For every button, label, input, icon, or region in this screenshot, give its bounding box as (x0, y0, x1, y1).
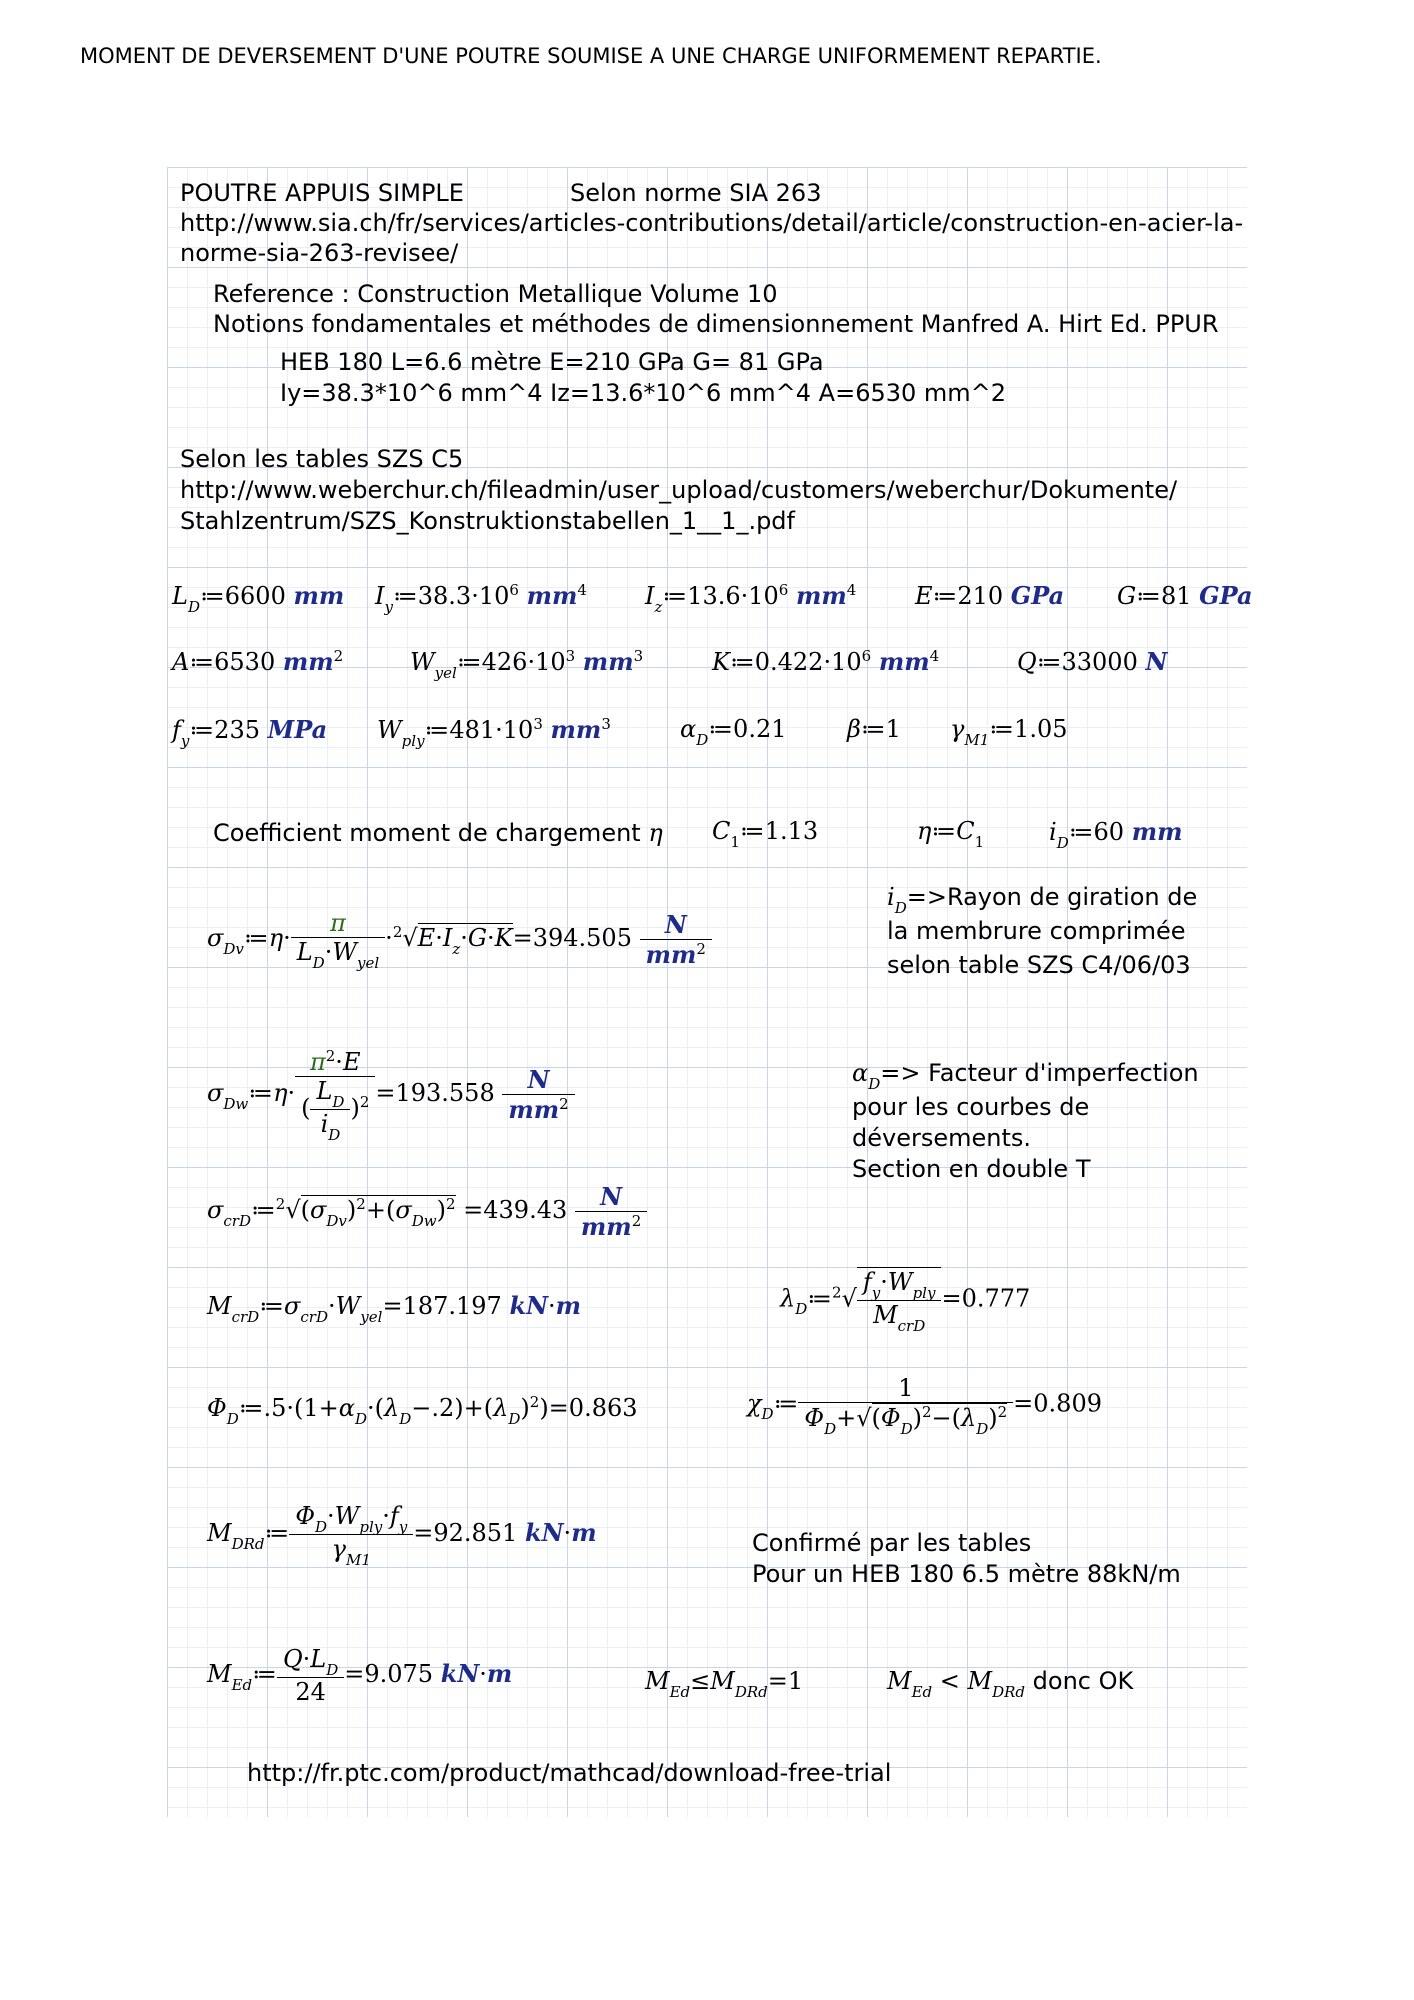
def-G: G≔81 GPa (1117, 581, 1253, 610)
reference-line2: Notions fondamentales et méthodes de dimensionnement Manfred A. Hirt Ed. PPUR (213, 310, 1219, 338)
sia-link-line2[interactable]: norme-sia-263-revisee/ (180, 239, 459, 267)
eq-PhiD: $\Phi_D≔.5\cdot(1+\alpha_D\cdot(\lambda_D-.2)+(\lambda_D)^2)=0.863$ (207, 1393, 638, 1428)
intro-poutre: POUTRE APPUIS SIMPLE (180, 179, 464, 207)
sia-link-line1[interactable]: http://www.sia.ch/fr/services/articles-contributions/detail/article/construction-en-acier-la- (180, 209, 1244, 237)
def-K: $K≔0.422\cdot 10^6$ $mm^4$ (712, 647, 940, 676)
section-props-line1: HEB 180 L=6.6 mètre E=210 GPa G= 81 GPa (280, 348, 824, 376)
def-eta: $\eta≔C_1$ (917, 817, 985, 851)
def-beta: β≔1 (847, 715, 901, 743)
mathcad-trial-link[interactable]: http://fr.ptc.com/product/mathcad/download-free-trial (247, 1759, 892, 1787)
section-props-line2: Iy=38.3*10^6 mm^4 Iz=13.6*10^6 mm^4 A=6530 mm^2 (280, 379, 1007, 407)
eq-sigmacrD: $\sigma_{crD}≔^2√(\sigma_{Dv})^2+(\sigma_{Dw})^2 =439.43$ $\frac{N}{mm^2}$ (207, 1182, 647, 1241)
eq-lambdaD: $\lambda_D≔^2√$ $\frac{f_y\cdot W_{ply}}{M_{crD}}$ =0.777 (780, 1268, 1031, 1335)
def-iD: $i_D≔60$ mm (1049, 817, 1183, 852)
def-Wply: $W_{ply}≔481\cdot 10^3$ $mm^3$ (377, 715, 611, 750)
def-alphaD: $\alpha_D≔0.21$ (680, 715, 787, 749)
intro-norme: Selon norme SIA 263 (570, 179, 822, 207)
page-title: MOMENT DE DEVERSEMENT D'UNE POUTRE SOUMISE A UNE CHARGE UNIFORMEMENT REPARTIE. (80, 44, 1102, 68)
mathcad-worksheet (167, 167, 1253, 1817)
def-Iy: $I_y≔38.3\cdot 10^6$ $mm^4$ (375, 581, 587, 616)
def-E: E≔210 GPa (915, 581, 1065, 610)
def-A: A≔6530 $mm^2$ (172, 647, 344, 676)
note-alpha-line4: Section en double T (852, 1155, 1091, 1183)
def-Wyel: $W_{yel}≔426\cdot 10^3$ $mm^3$ (410, 647, 644, 682)
note-iD-line2: la membrure comprimée (887, 917, 1186, 945)
def-LD: $L_D≔6600$ mm (172, 581, 345, 616)
eq-McrD: $M_{crD}≔\sigma_{crD}\cdot W_{yel}=187.197$ kN·m (207, 1291, 582, 1326)
eq-chiD: $\chi_D≔$ $\frac{1}{\Phi_D+√(\Phi_D)^2-(\lambda_D)^2}$ =0.809 (747, 1374, 1102, 1438)
note-alpha-line1: $\alpha_D=>$ Facteur d'imperfection (852, 1059, 1199, 1093)
note-iD-line1: $i_D=>Rayon$ de giration de (887, 883, 1198, 917)
eq-check: $M_{Ed}\le M_{DRd}=1$ (645, 1667, 804, 1701)
conclusion: $M_{Ed} < M_{DRd}$ donc OK (887, 1667, 1134, 1701)
def-gammaM1: $\gamma_{M1}≔1.05$ (950, 715, 1068, 749)
eq-MDRd: $M_{DRd}≔$ $\frac{\Phi_D\cdot W_{ply}\cdot f_y}{\gamma_{M1}}$ =92.851 kN·m (207, 1502, 597, 1569)
eq-sigmaDw: $\sigma_{Dw}≔\eta\cdot$ $\pi^2\cdot E$ ( $\frac{L_D}{i_D}$ )$^2$ =193.558 $\frac{N}{mm^2}$ (207, 1047, 575, 1142)
szs-link-line2[interactable]: Stahlzentrum/SZS_Konstruktionstabellen_1__1_.pdf (180, 507, 795, 535)
def-Iz: $I_z≔13.6\cdot 10^6$ $mm^4$ (645, 581, 857, 616)
confirm-line2: Pour un HEB 180 6.5 mètre 88kN/m (752, 1560, 1181, 1588)
eq-sigmaDv: $\sigma_{Dv}≔\eta\cdot$ $\frac{\pi}{L_D\cdot W_{yel}}$ $\cdot^2√E\cdot I_z\cdot G\cdot K=394.505$ $\frac{N}{mm^2}$ (207, 909, 712, 970)
note-iD-line3: selon table SZS C4/06/03 (887, 951, 1191, 979)
def-Q: Q≔33000 N (1017, 647, 1168, 676)
szs-link-line1[interactable]: http://www.weberchur.ch/fileadmin/user_upload/customers/weberchur/Dokumente/ (180, 476, 1178, 504)
confirm-line1: Confirmé par les tables (752, 1529, 1032, 1557)
note-alpha-line2: pour les courbes de (852, 1093, 1090, 1121)
reference-line1: Reference : Construction Metallique Volume 10 (213, 280, 778, 308)
def-C1: $C_1≔1.13$ (712, 817, 819, 851)
eq-MEd: $M_{Ed}≔$ $\frac{Q\cdot L_D}{24}$ =9.075 kN·m (207, 1645, 513, 1706)
def-fy: $f_y≔235$ MPa (172, 715, 328, 750)
coef-label: Coefficient moment de chargement η (213, 819, 663, 847)
tables-szs: Selon les tables SZS C5 (180, 445, 464, 473)
note-alpha-line3: déversements. (852, 1124, 1032, 1152)
